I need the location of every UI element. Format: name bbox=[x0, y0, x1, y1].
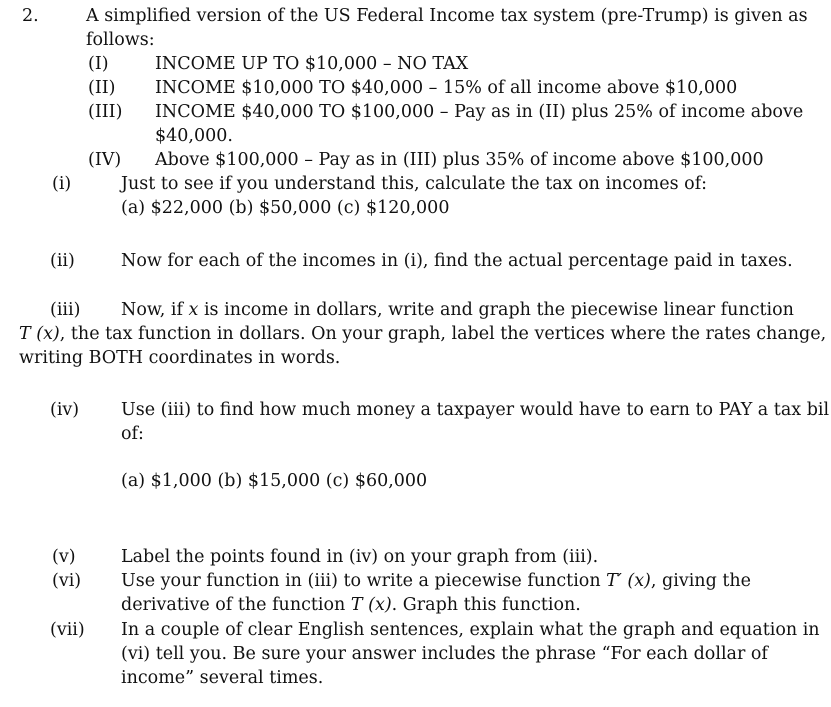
bracket-3-text-continued: $40,000. bbox=[155, 126, 233, 146]
variable-x: x bbox=[188, 300, 199, 320]
part-iv-line3: (a) $1,000 (b) $15,000 (c) $60,000 bbox=[121, 471, 428, 491]
part-vi-line2: derivative of the function T (x). Graph this function. bbox=[121, 595, 581, 615]
part-iii-line1: Now, if x is income in dollars, write and graph the piecewise linear function bbox=[121, 300, 794, 320]
part-ii-label: (ii) bbox=[50, 251, 75, 271]
part-v-line1: Label the points found in (iv) on your graph from (iii). bbox=[121, 547, 599, 567]
part-vi-label: (vi) bbox=[52, 571, 82, 591]
part-iv-line1: Use (iii) to find how much money a taxpayer would have to earn to PAY a tax bil bbox=[121, 400, 830, 420]
problem-intro-line1: A simplified version of the US Federal Income tax system (pre-Trump) is given as bbox=[86, 6, 808, 26]
bracket-3-text: INCOME $40,000 TO $100,000 – Pay as in (II) plus 25% of income above bbox=[155, 102, 804, 122]
part-iv-label: (iv) bbox=[50, 400, 80, 420]
part-iii-line3: writing BOTH coordinates in words. bbox=[19, 348, 341, 368]
part-iii-label: (iii) bbox=[50, 300, 81, 320]
bracket-4-text: Above $100,000 – Pay as in (III) plus 35% of income above $100,000 bbox=[155, 150, 764, 170]
part-vii-label: (vii) bbox=[50, 620, 85, 640]
bracket-3-label: (III) bbox=[88, 102, 123, 122]
bracket-1-label: (I) bbox=[88, 54, 109, 74]
bracket-1-text: INCOME UP TO $10,000 – NO TAX bbox=[155, 54, 469, 74]
part-vii-line1: In a couple of clear English sentences, explain what the graph and equation in bbox=[121, 620, 820, 640]
part-i-line2: (a) $22,000 (b) $50,000 (c) $120,000 bbox=[121, 198, 450, 218]
bracket-2-text: INCOME $10,000 TO $40,000 – 15% of all income above $10,000 bbox=[155, 78, 738, 98]
bracket-4-label: (IV) bbox=[88, 150, 122, 170]
part-vii-line2: (vi) tell you. Be sure your answer includes the phrase “For each dollar of bbox=[121, 644, 768, 664]
part-ii-line1: Now for each of the incomes in (i), find the actual percentage paid in taxes. bbox=[121, 251, 793, 271]
bracket-2-label: (II) bbox=[88, 78, 116, 98]
function-T-of-x: T (x) bbox=[19, 324, 60, 344]
part-v-label: (v) bbox=[52, 547, 76, 567]
part-i-line1: Just to see if you understand this, calculate the tax on incomes of: bbox=[121, 174, 708, 194]
part-iii-line2: T (x), the tax function in dollars. On your graph, label the vertices where the rates change, bbox=[19, 324, 827, 344]
part-iv-line2: of: bbox=[121, 424, 144, 444]
problem-intro-line2: follows: bbox=[86, 30, 155, 50]
part-vii-line3: income” several times. bbox=[121, 668, 324, 688]
part-i-label: (i) bbox=[52, 174, 72, 194]
function-T-prime-of-x: T′ (x) bbox=[606, 571, 651, 591]
part-vi-line1: Use your function in (iii) to write a piecewise function T′ (x), giving the bbox=[121, 571, 751, 591]
problem-number: 2. bbox=[22, 6, 39, 26]
function-T-of-x: T (x) bbox=[350, 595, 392, 615]
